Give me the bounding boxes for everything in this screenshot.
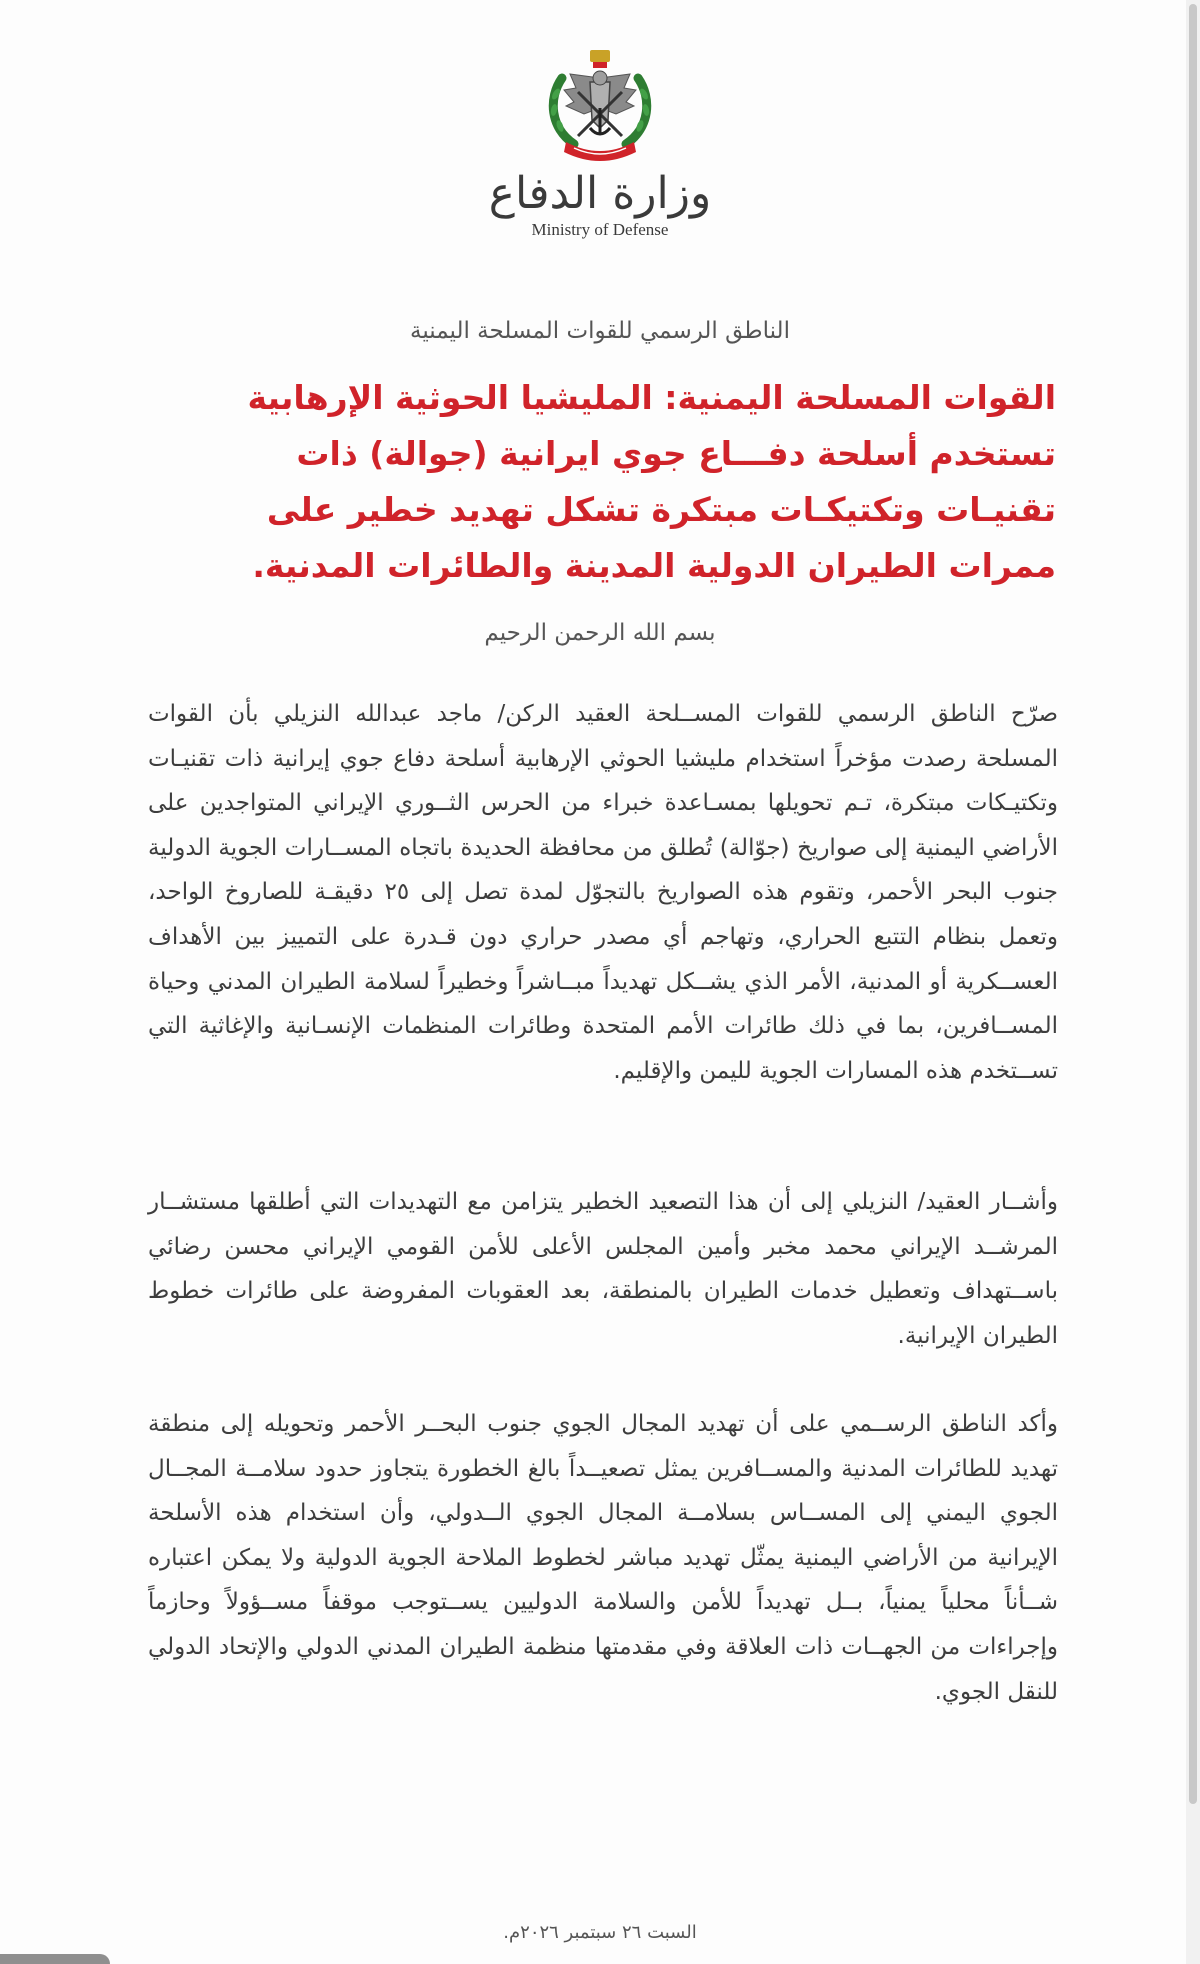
yemen-armed-forces-eagle-emblem-icon xyxy=(540,48,660,166)
ministry-name-english: Ministry of Defense xyxy=(531,220,669,239)
scrollbar-thumb[interactable] xyxy=(1189,4,1197,1804)
vertical-scrollbar[interactable] xyxy=(1186,0,1200,1964)
paragraph-2: وأشــار العقيد/ النزيلي إلى أن هذا التصعيد الخطير يتزامن مع التهديدات التي أطلقها مستشــار المرشــد الإيراني محمد مخبر وأمين المجلس الأعلى للأمن القومي الإيراني محسن رضائي باســتهداف وتعطيل خدمات الطيران بالمنطقة، بعد العقوبات المفروضة على طائرات خطوط الطيران الإيرانية. xyxy=(148,1189,1058,1349)
basmala: بسم الله الرحمن الرحيم xyxy=(484,620,716,646)
letterhead xyxy=(0,48,1200,240)
ministry-name-arabic: وزارة الدفاع xyxy=(488,168,712,219)
corner-overlay xyxy=(0,1954,110,1964)
paragraph-1: صرّح الناطق الرسمي للقوات المســلحة العقيد الركن/ ماجد عبدالله النزيلي بأن القوات المسلحة رصدت مؤخراً استخدام مليشيا الحوثي الإرهابية أسلحة دفاع جوي إيرانية ذات تقنيـات وتكتيـكات مبتكرة، تـم تحويلها بمسـاعدة خبراء من الحرس الثــوري الإيراني المتواجدين على الأراضي اليمنية إلى صواريخ (جوّالة) تُطلق من محافظة الحديدة باتجاه المســارات الجوية الدولية جنوب البحر الأحمر، وتقوم هذه الصواريخ بالتجوّل لمدة تصل إلى ٢٥ دقيقـة للصاروخ الواحد، وتعمل بنظام التتبع الحراري، وتهاجم أي مصدر حراري دون قـدرة على التمييز بين الأهداف العســكرية أو المدنية، الأمر الذي يشــكل تهديداً مبــاشراً وخطيراً لسلامة الطيران المدني وحياة المســافرين، بما في ذلك طائرات الأمم المتحدة وطائرات المنظمات الإنسـانية والإغاثية التي تســتخدم هذه المسارات الجوية لليمن والإقليم. xyxy=(148,701,1058,1084)
headline: القوات المسلحة اليمنية: المليشيا الحوثية الإرهابية تستخدم أسلحة دفـــاع جوي ايرانية (جوالة) ذات تقنيـات وتكتيكـات مبتكرة تشكل تهديد خطير على ممرات الطيران الدولية المدينة والطائرات المدنية. xyxy=(247,378,1056,585)
spokesman-label: الناطق الرسمي للقوات المسلحة اليمنية xyxy=(410,318,790,344)
document-date: السبت ٢٦ سبتمبر ٢٠٢٦م. xyxy=(503,1922,697,1943)
paragraph-3: وأكد الناطق الرســمي على أن تهديد المجال الجوي جنوب البحــر الأحمر وتحويله إلى منطقة تهديد للطائرات المدنية والمســافرين يمثل تصعيــداً بالغ الخطورة يتجاوز حدود سلامــة المجــال الجوي اليمني إلى المســاس بسلامــة المجال الجوي الــدولي، وأن استخدام هذه الأسلحة الإيرانية من الأراضي اليمنية يمثّل تهديد مباشر لخطوط الملاحة الجوية الدولية ولا يمكن اعتباره شــأناً محلياً يمنياً، بــل تهديداً للأمن والسلامة الدوليين يســتوجب موقفاً مســؤولاً وحازماً وإجراءات من الجهــات ذات العلاقة وفي مقدمتها منظمة الطيران المدني الدولي والإتحاد الدولي للنقل الجوي. xyxy=(148,1411,1058,1705)
